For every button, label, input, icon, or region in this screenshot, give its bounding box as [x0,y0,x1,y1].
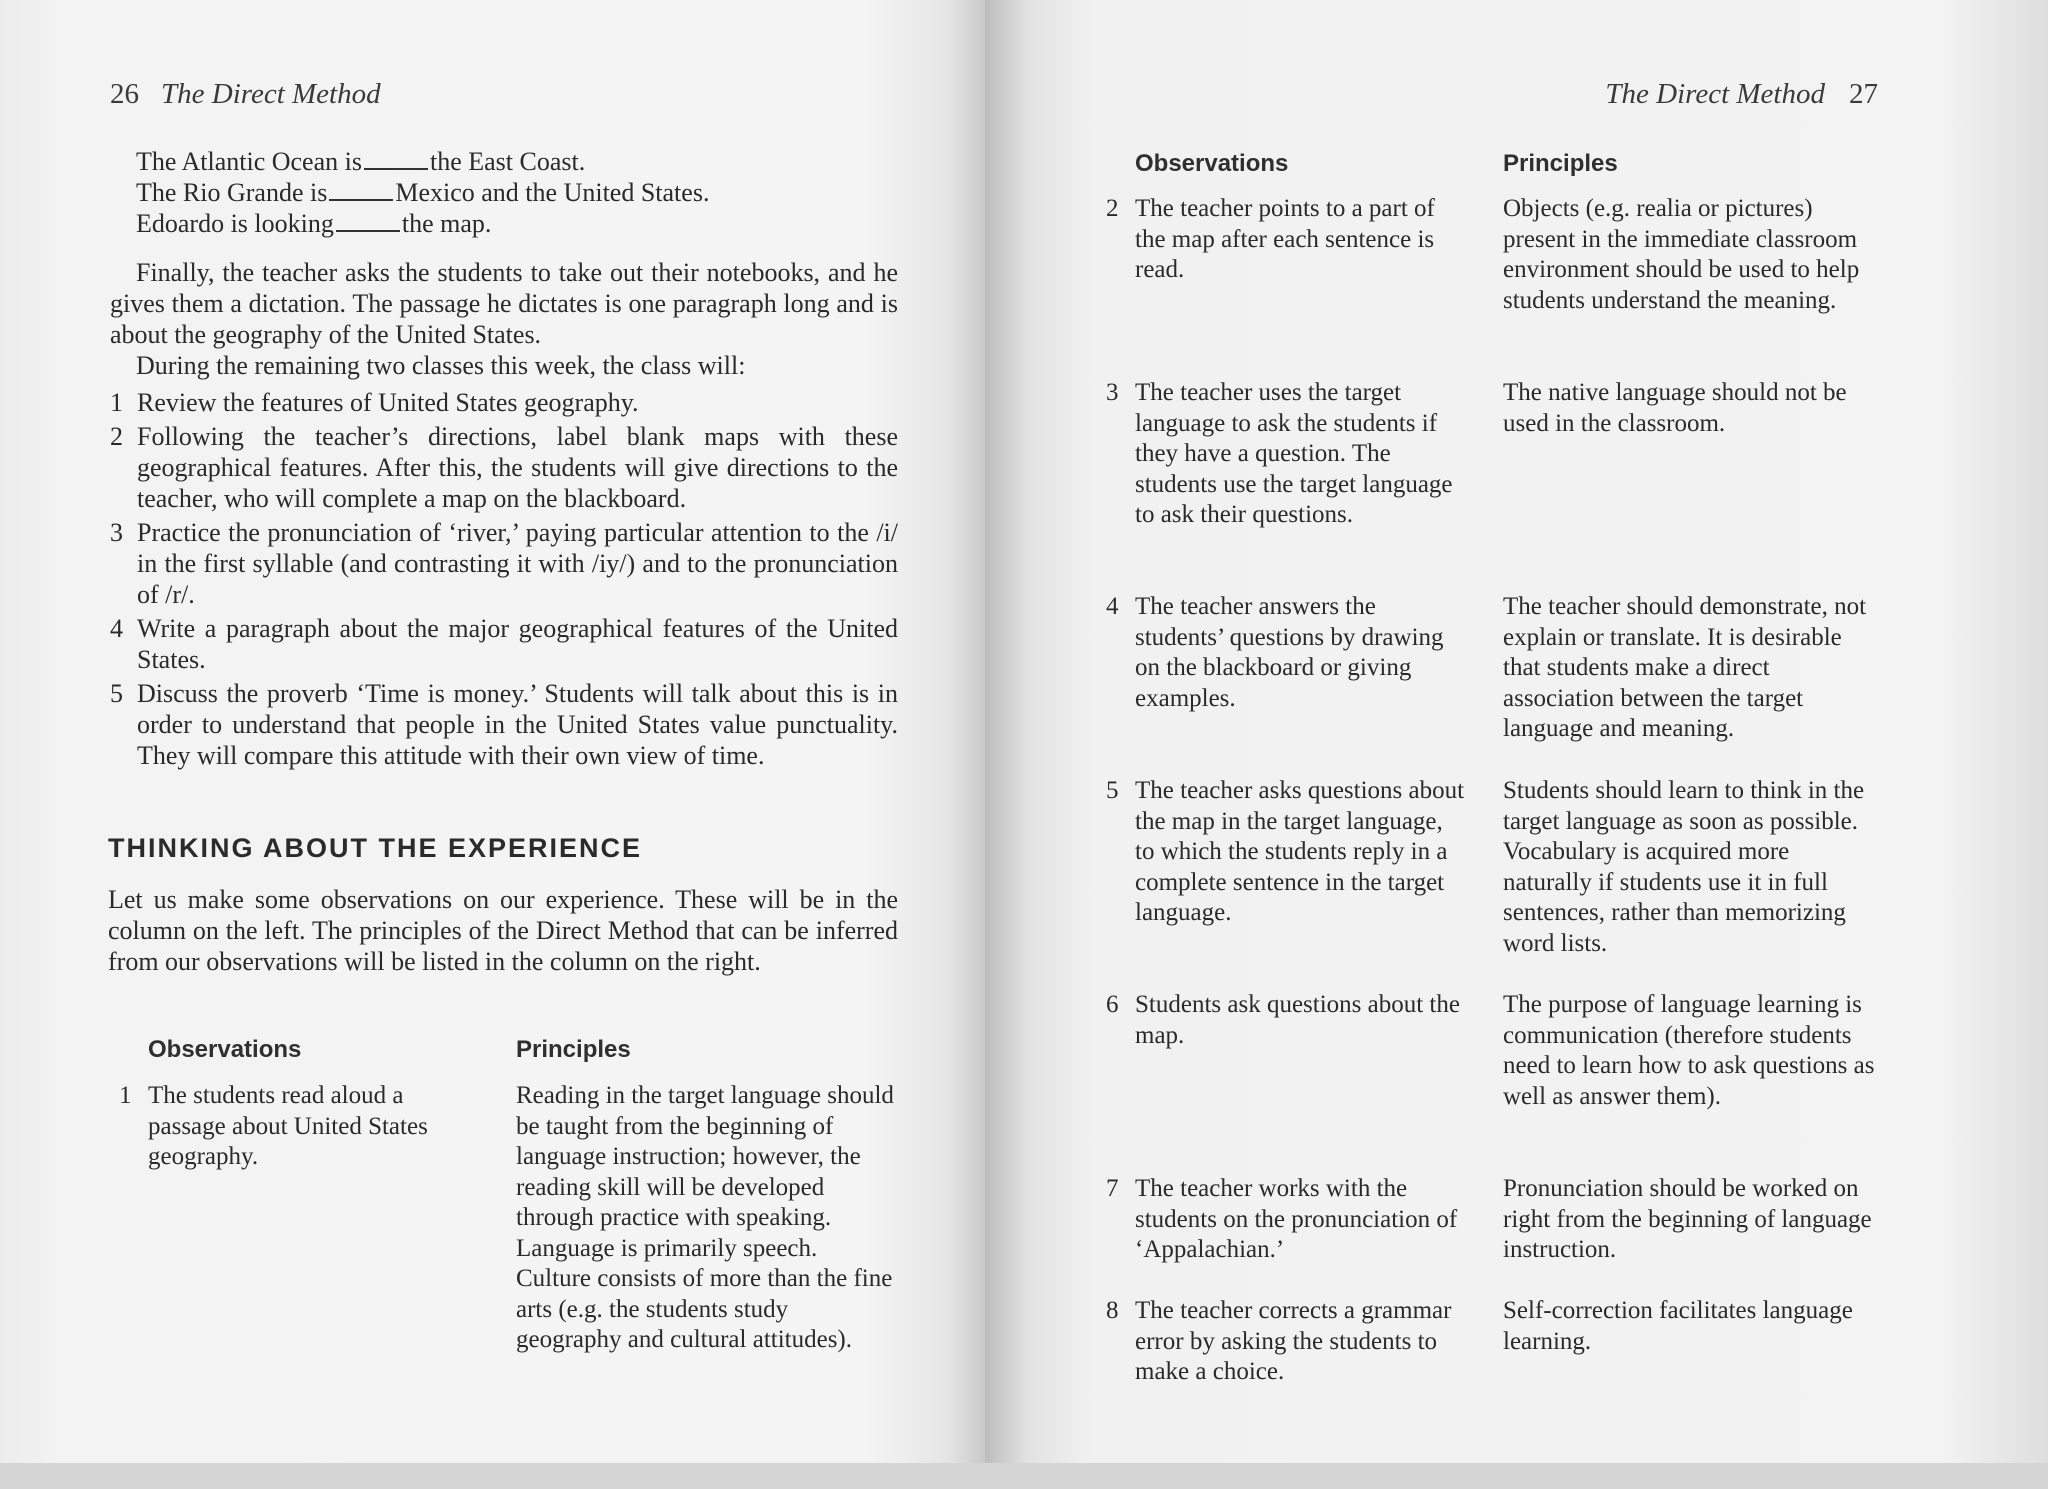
list-item: 3 Practice the pronunciation of ‘river,’ paying particular attention to the /i/ in the first syllable (and contrasting it with /iy/) and to the pronunciation of /r/. [110,518,898,609]
exercise-line [136,177,836,208]
page-number: 27 [1849,78,1878,110]
observation-item: 3 The teacher uses the target language to ask the students if they have a question. The students use the target language to ask their questions. [1106,379,1453,528]
principle-item: Pronunciation should be worked on right from the beginning of language instruction. [1503,1175,1872,1263]
principle-item: Reading in the target language should be taught from the beginning of language instruction; however, the reading skill will be developed through practice with speaking. Language is primarily speech. Culture consists of more than the fine arts (e.g. the students study geography and cultural attitudes). [516,1082,894,1353]
activity-list [110,387,898,771]
observation-item: 4 The teacher answers the students’ questions by drawing on the blackboard or giving examples. [1106,593,1444,712]
right-page [985,0,2048,1489]
principles-heading: Principles [516,1036,631,1063]
exercise-line [136,146,836,177]
observation-item: 1 The students read aloud a passage about United States geography. [119,1082,428,1170]
exercise-line [136,208,836,239]
exercise-text: Mexico and the United States. [395,178,710,207]
section-heading: THINKING ABOUT THE EXPERIENCE [108,833,643,863]
list-item: 5 Discuss the proverb ‘Time is money.’ Students will talk about this is in order to understand that people in the United States value punctuality. They will compare this attitude with their own view of time. [110,679,898,770]
running-head-right [1605,78,1878,111]
principles-heading: Principles [1503,150,1618,177]
page-edge [985,1463,2048,1489]
principle-item: The native language should not be used in the classroom. [1503,379,1847,437]
running-head-left [110,78,381,111]
list-item: 4 Write a paragraph about the major geographical features of the United States. [110,614,898,674]
principle-item: The teacher should demonstrate, not explain or translate. It is desirable that students make a direct association between the target language and meaning. [1503,593,1867,742]
exercise-text: the map. [401,209,492,238]
observation-item: 6 Students ask questions about the map. [1106,991,1460,1049]
blank [364,148,428,170]
observation-item: 7 The teacher works with the students on the pronunciation of ‘Appalachian.’ [1106,1175,1458,1263]
running-title: The Direct Method [1605,78,1825,110]
principle-item: Objects (e.g. realia or pictures) present in the immediate classroom environment should be used to help students understand the meaning. [1503,195,1860,314]
exercise-text: The Atlantic Ocean is [136,147,362,176]
paragraph: Finally, the teacher asks the students to take out their notebooks, and he gives them a dictation. The passage he dictates is one paragraph long and is about the geography of the United States. [110,258,898,349]
list-item: 1 Review the features of United States geography. [110,388,639,417]
paragraph: During the remaining two classes this week, the class will: [136,351,746,380]
intro-paragraph: Let us make some observations on our experience. These will be in the column on the left. The principles of the Direct Method that can be inferred from our observations will be listed in the column on the right. [108,885,898,976]
observation-item: 5 The teacher asks questions about the map in the target language, to which the students reply in a complete sentence in the target language. [1106,777,1465,926]
observation-item: 8 The teacher corrects a grammar error by asking the students to make a choice. [1106,1297,1452,1385]
page-edge [0,1463,985,1489]
fill-in-exercise [136,146,836,239]
left-page [0,0,985,1489]
observations-heading: Observations [1135,150,1289,177]
principle-item: Students should learn to think in the target language as soon as possible. Vocabulary is acquired more naturally if students use it in full sentences, rather than memorizing word lists. [1503,777,1865,957]
exercise-text: Edoardo is looking [136,209,334,238]
exercise-text: The Rio Grande is [136,178,328,207]
exercise-text: the East Coast. [429,147,586,176]
observation-item: 2 The teacher points to a part of the map after each sentence is read. [1106,195,1435,283]
narrative [110,257,898,774]
blank [329,179,393,201]
principle-item: The purpose of language learning is communication (therefore students need to learn how to ask questions as well as answer them). [1503,991,1875,1110]
list-item: 2 Following the teacher’s directions, label blank maps with these geographical features. After this, the students will give directions to the teacher, who will complete a map on the blackboard. [110,422,898,513]
observations-heading: Observations [148,1036,302,1063]
running-title: The Direct Method [161,78,381,110]
page-number: 26 [110,78,139,110]
blank [336,210,400,232]
principle-item: Self-correction facilitates language learning. [1503,1297,1853,1355]
